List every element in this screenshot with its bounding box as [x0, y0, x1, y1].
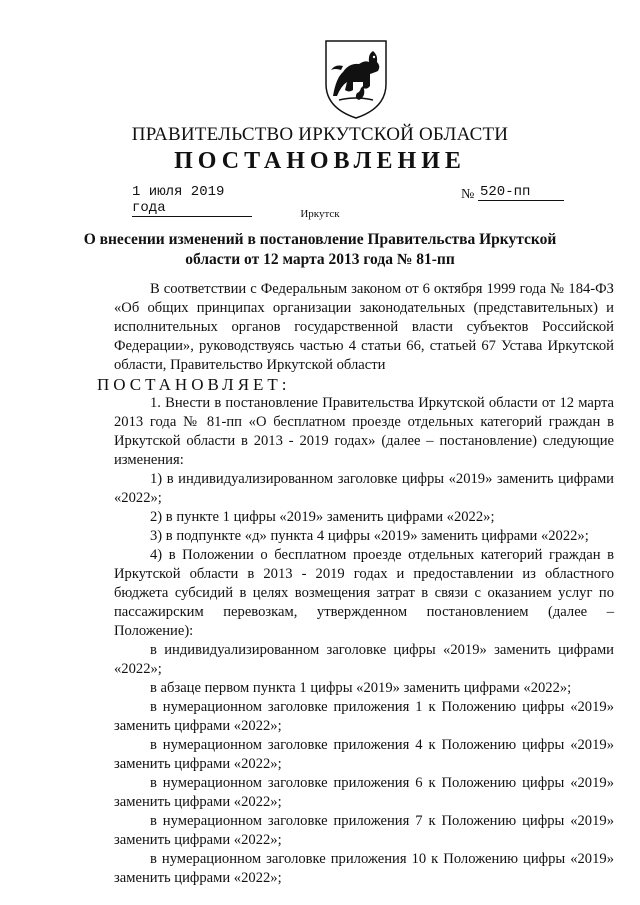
document-date: 1 июля 2019 года: [132, 184, 252, 217]
subitem-4-paragraph: 4) в Положении о бесплатном проезде отдельных категорий граждан в Иркутской области в 2013 - 2019 годах и предоставлении из областного бюджета субсидий в целях возмещения затрат в связи с оказанием услуг по пассажирским перевозкам, утвержденном постановлением (далее – Положение):: [114, 547, 614, 639]
government-name: ПРАВИТЕЛЬСТВО ИРКУТСКОЙ ОБЛАСТИ: [131, 124, 509, 145]
preamble-paragraph: В соответствии с Федеральным законом от 6 октября 1999 года № 184-ФЗ «Об общих принципах организации законодательных (представительных) и исполнительных органов государственной власти субъектов Российской Федерации», руководствуясь частью 4 статьи 66, статьей 67 Устава Иркутской области, Правительство Иркутской области: [114, 281, 614, 373]
change-line-1: в индивидуализированном заголовке цифры «2019» заменить цифрами «2022»;: [114, 642, 614, 677]
city-name: Иркутск: [300, 208, 340, 220]
change-line-4: в нумерационном заголовке приложения 4 к Положению цифры «2019» заменить цифрами «2022»;: [114, 737, 614, 772]
number-label: №: [461, 187, 475, 202]
change-line-6: в нумерационном заголовке приложения 7 к Положению цифры «2019» заменить цифрами «2022»;: [114, 813, 614, 848]
subitem-2-paragraph: 2) в пункте 1 цифры «2019» заменить цифрами «2022»;: [150, 509, 495, 525]
document-body: [97, 280, 614, 888]
change-line-2: в абзаце первом пункта 1 цифры «2019» заменить цифрами «2022»;: [150, 680, 572, 696]
subitem-1-paragraph: 1) в индивидуализированном заголовке цифры «2019» заменить цифрами «2022»;: [114, 471, 614, 506]
irkutsk-coat-of-arms-icon: [323, 38, 389, 120]
item-1-paragraph: 1. Внести в постановление Правительства Иркутской области от 12 марта 2013 года № 81-пп «О бесплатном проезде отдельных категорий граждан в Иркутской области в 2013 - 2019 годах» (далее – постановление) следующие изменения:: [114, 395, 614, 468]
document-type: ПОСТАНОВЛЕНИЕ: [174, 148, 466, 174]
change-line-3: в нумерационном заголовке приложения 1 к Положению цифры «2019» заменить цифрами «2022»;: [114, 699, 614, 734]
decree-word: ПОСТАНОВЛЯЕТ:: [97, 375, 291, 394]
change-line-5: в нумерационном заголовке приложения 6 к Положению цифры «2019» заменить цифрами «2022»;: [114, 775, 614, 810]
document-number: 520-пп: [478, 184, 564, 201]
change-line-7: в нумерационном заголовке приложения 10 к Положению цифры «2019» заменить цифрами «2022»;: [114, 851, 614, 886]
subitem-3-paragraph: 3) в подпункте «д» пункта 4 цифры «2019» заменить цифрами «2022»;: [150, 528, 589, 544]
document-title: О внесении изменений в постановление Правительства Иркутской области от 12 марта 2013 года № 81-пп: [83, 231, 557, 268]
